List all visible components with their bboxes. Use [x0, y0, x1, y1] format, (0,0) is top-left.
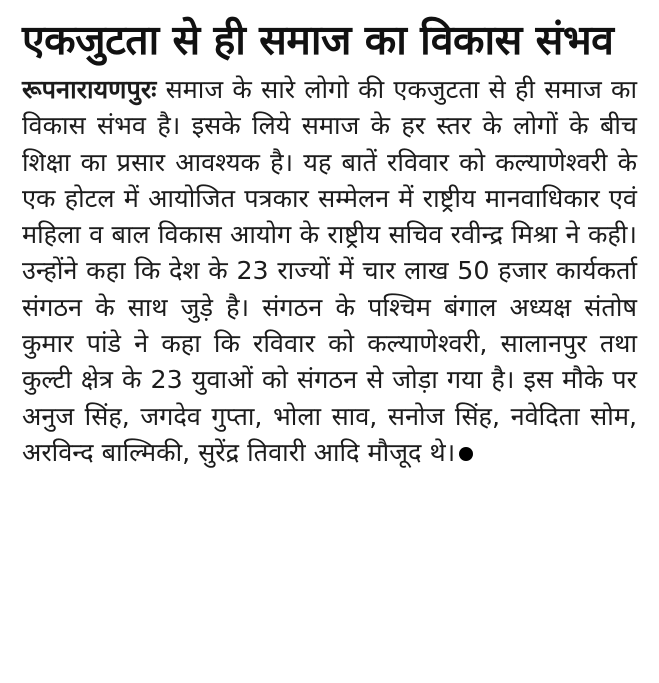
- headline: एकजुटता से ही समाज का विकास संभव: [22, 16, 614, 64]
- top-border: [0, 0, 659, 6]
- article-text: समाज के सारे लोगो की एकजुटता से ही समाज का विकास संभव है। इसके लिये समाज के हर स्तर के लोगों के बीच शिक्षा का प्रसार आवश्यक है। यह बातें रविवार को कल्याणेश्वरी के एक होटल में आयोजित पत्रकार सम्मेलन में राष्ट्रीय मानवाधिकार एवं महिला व बाल विकास आयोग के राष्ट्रीय सचिव रवीन्द्र मिश्रा ने कही। उन्होंने कहा कि देश के 23 राज्यों में चार लाख 50 हजार कार्यकर्ता संगठन के साथ जुड़े है। संगठन के पश्चिम बंगाल अध्यक्ष संतोष कुमार पांडे ने कहा कि रविवार को कल्याणेश्वरी, सालानपुर तथा कुल्टी क्षेत्र के 23 युवाओं को संगठन से जोड़ा गया है। इस मौके पर अनुज सिंह, जगदेव गुप्ता, भोला साव, सनोज सिंह, नवेदिता सोम, अरविन्द बाल्मिकी, सुरेंद्र तिवारी आदि मौजूद थे।: [22, 75, 637, 467]
- dateline: रूपनारायणपुरः: [22, 75, 157, 104]
- article-body: [22, 72, 637, 471]
- end-mark-icon: [459, 447, 473, 461]
